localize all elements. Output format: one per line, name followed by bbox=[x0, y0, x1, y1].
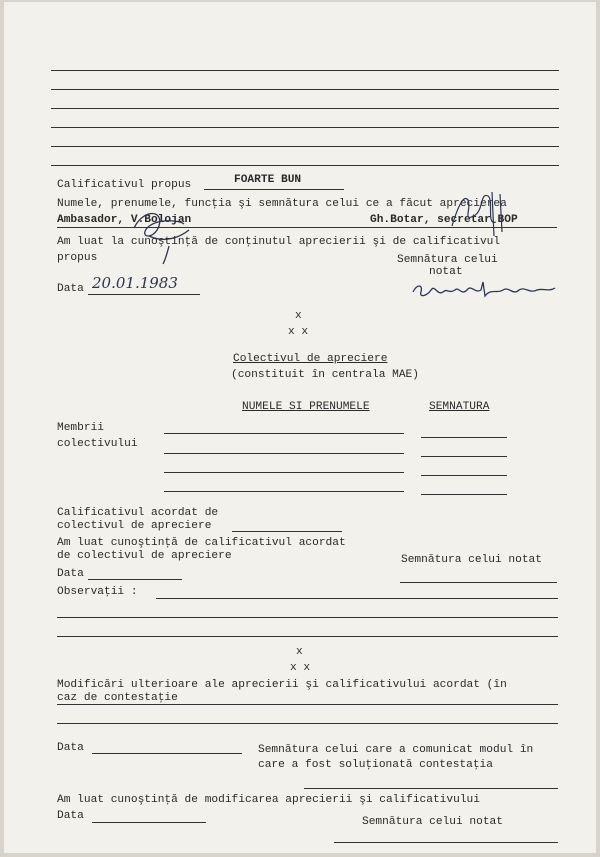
data-colectiv-label: Data bbox=[57, 568, 84, 580]
secretar-name: Gh.Botar, secretar BOP bbox=[370, 214, 518, 226]
column-semnatura: SEMNATURA bbox=[429, 401, 490, 413]
calificativ-label: Calificativul propus bbox=[57, 179, 192, 191]
acordat-underline bbox=[232, 531, 342, 532]
blank-line bbox=[51, 108, 559, 109]
observatii-line bbox=[57, 636, 558, 637]
member-name-line bbox=[164, 472, 404, 473]
blank-line bbox=[51, 70, 559, 71]
blank-line bbox=[51, 89, 559, 90]
acordat-label: Calificativul acordat de bbox=[57, 507, 219, 519]
propus-label: propus bbox=[57, 252, 98, 264]
observatii-line bbox=[57, 617, 558, 618]
data-modificari-label: Data bbox=[57, 742, 84, 754]
semnatura-comunicat-label-2: care a fost soluţionată contestaţia bbox=[258, 759, 493, 771]
modificari-line bbox=[57, 704, 558, 705]
semnatura-comunicat-line bbox=[304, 788, 558, 789]
member-sign-line bbox=[421, 437, 507, 438]
colectiv-title: Colectivul de apreciere bbox=[233, 353, 388, 365]
member-name-line bbox=[164, 453, 404, 454]
modificari-label: Modificări ulterioare ale aprecierii şi calificativului acordat (în bbox=[57, 679, 507, 691]
column-nume: NUMELE SI PRENUMELE bbox=[242, 401, 370, 413]
membri-label-2: colectivului bbox=[57, 438, 138, 450]
acordat-label-2: colectivul de apreciere bbox=[57, 520, 212, 532]
notat-signature bbox=[409, 276, 559, 302]
semnatura-notat-label: Semnătura celui notat bbox=[401, 554, 542, 566]
separator-x: x bbox=[295, 310, 302, 322]
member-sign-line bbox=[421, 475, 507, 476]
semnatura-comunicat-label: Semnătura celui care a comunicat modul în bbox=[258, 744, 534, 756]
colectiv-subtitle: (constituit în centrala MAE) bbox=[231, 369, 419, 381]
evaluator-signature bbox=[129, 198, 209, 268]
luat-modificare-label: Am luat cunoştinţă de modificarea aprecierii şi calificativului bbox=[57, 794, 480, 806]
luat-colectiv-label-2: de colectivul de apreciere bbox=[57, 550, 232, 562]
modificari-line bbox=[57, 723, 558, 724]
separator-xx: x x bbox=[290, 662, 311, 674]
evaluator-name: Ambasador, V.Bolojan bbox=[57, 214, 192, 226]
observatii-line bbox=[156, 598, 558, 599]
separator-x: x bbox=[296, 646, 303, 658]
notat-label: notat bbox=[429, 266, 463, 278]
member-name-line bbox=[164, 433, 404, 434]
blank-line bbox=[51, 165, 559, 166]
data-underline bbox=[88, 294, 200, 295]
document-page bbox=[4, 2, 596, 853]
member-name-line bbox=[164, 491, 404, 492]
luat-label: Am luat la cunoştinţă de conţinutul aprecierii şi de calificativul bbox=[57, 236, 501, 248]
modificari-label-2: caz de contestaţie bbox=[57, 692, 178, 704]
membri-label: Membrii bbox=[57, 422, 104, 434]
semnatura-final-line bbox=[334, 842, 558, 843]
member-sign-line bbox=[421, 456, 507, 457]
data-final-label: Data bbox=[57, 810, 84, 822]
separator-xx: x x bbox=[288, 326, 309, 338]
data-final-underline bbox=[92, 822, 206, 823]
data-colectiv-underline bbox=[88, 579, 182, 580]
luat-colectiv-label: Am luat cunoştinţă de calificativul acordat bbox=[57, 537, 346, 549]
blank-line bbox=[51, 127, 559, 128]
semnatura-colectiv-line bbox=[400, 582, 557, 583]
observatii-label: Observaţii : bbox=[57, 586, 138, 598]
data-modificari-underline bbox=[92, 753, 242, 754]
numele-label: Numele, prenumele, funcţia şi semnătura celui ce a făcut aprecierea bbox=[57, 198, 507, 210]
blank-line bbox=[51, 146, 559, 147]
data-label: Data bbox=[57, 283, 84, 295]
semnatura-celui-label: Semnătura celui bbox=[397, 254, 498, 266]
member-sign-line bbox=[421, 494, 507, 495]
calificativ-value: FOARTE BUN bbox=[234, 174, 302, 186]
data-value: 20.01.1983 bbox=[92, 274, 178, 292]
semnatura-final-label: Semnătura celui notat bbox=[362, 816, 503, 828]
calificativ-underline bbox=[204, 189, 344, 190]
